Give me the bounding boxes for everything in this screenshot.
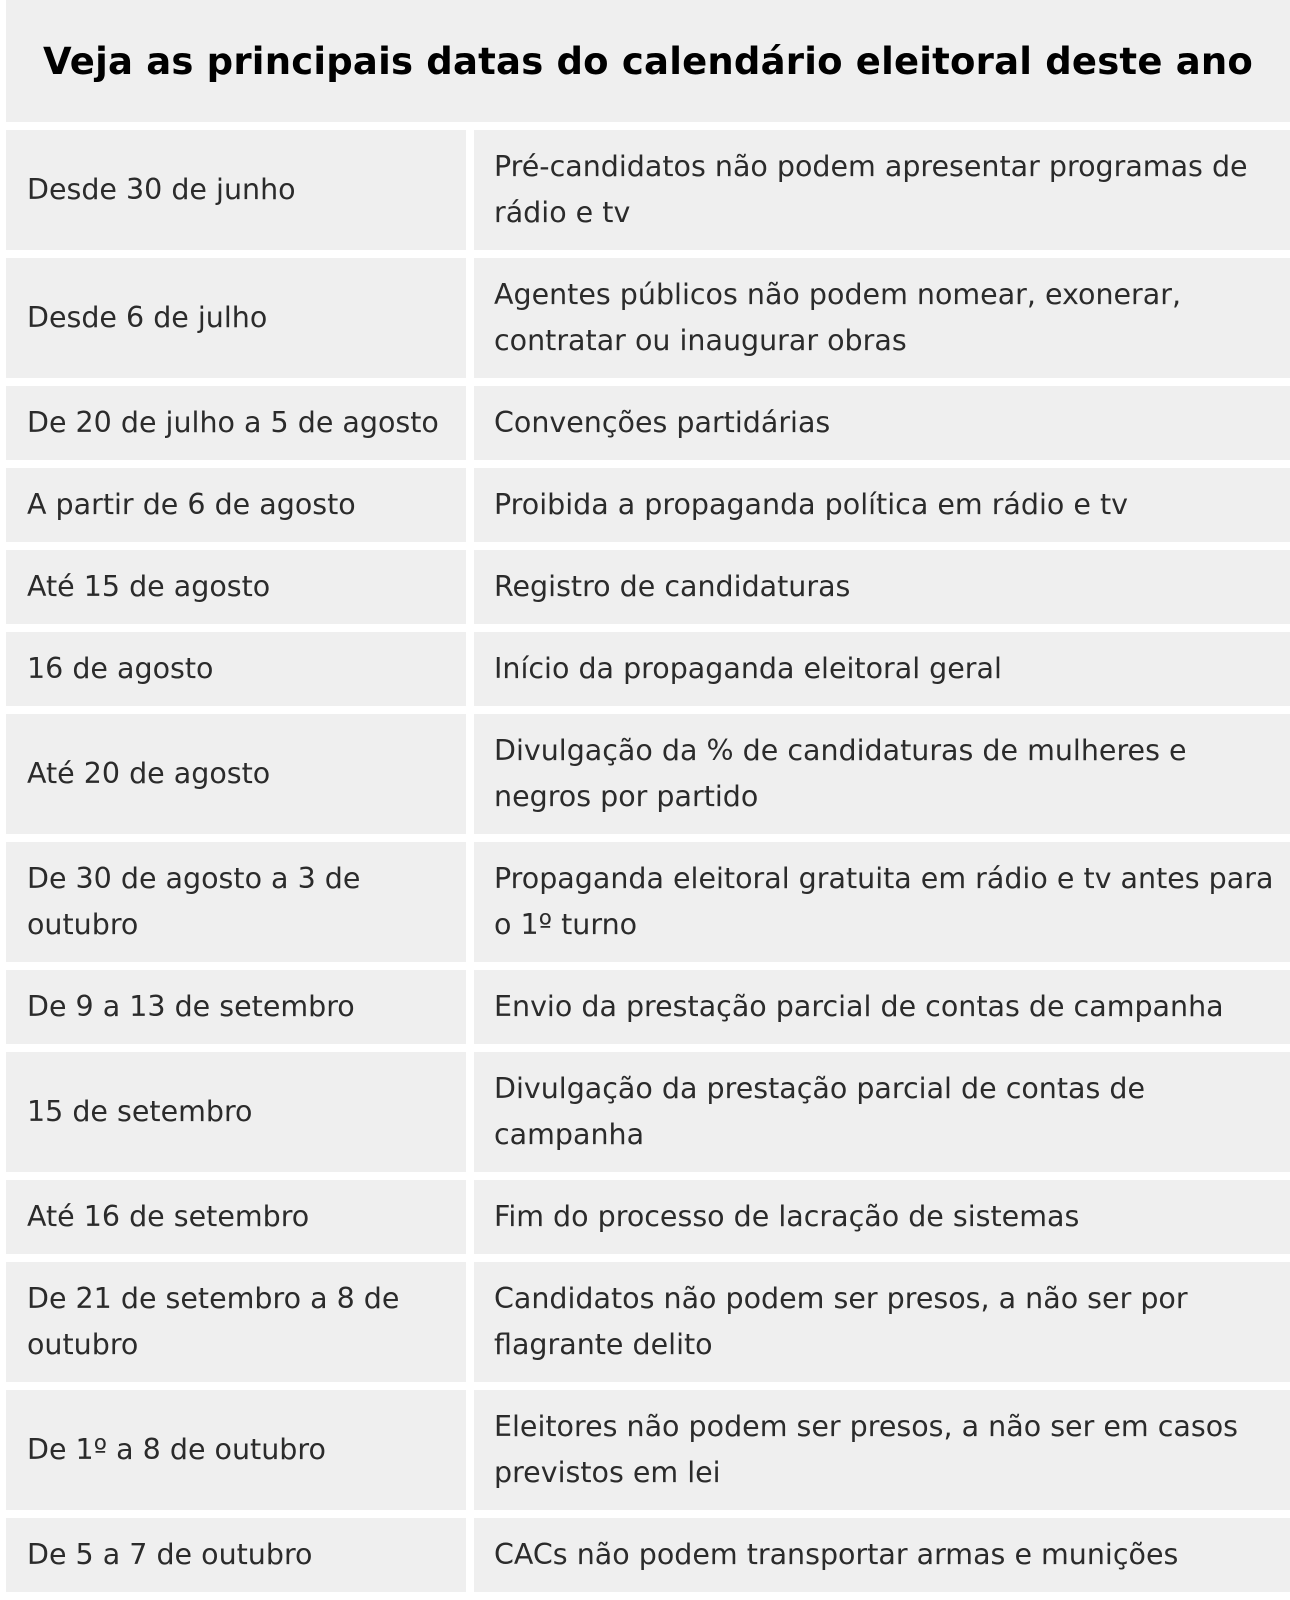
table-row [6, 1262, 1290, 1382]
date-cell: Desde 6 de julho [6, 258, 474, 378]
date-cell: Até 20 de agosto [6, 714, 474, 834]
table-row [6, 130, 1290, 250]
date-cell: De 20 de julho a 5 de agosto [6, 386, 474, 460]
table-row [6, 842, 1290, 962]
table-row [6, 1180, 1290, 1254]
date-cell: Desde 30 de junho [6, 130, 474, 250]
date-cell: Até 15 de agosto [6, 550, 474, 624]
event-cell: Propaganda eleitoral gratuita em rádio e tv antes para o 1º turno [474, 842, 1290, 962]
date-cell: A partir de 6 de agosto [6, 468, 474, 542]
calendar-table-body [6, 130, 1290, 1592]
event-cell: Registro de candidaturas [474, 550, 1290, 624]
table-row [6, 970, 1290, 1044]
table-row [6, 1518, 1290, 1592]
event-cell: Divulgação da % de candidaturas de mulheres e negros por partido [474, 714, 1290, 834]
event-cell: Agentes públicos não podem nomear, exonerar, contratar ou inaugurar obras [474, 258, 1290, 378]
event-cell: Fim do processo de lacração de sistemas [474, 1180, 1290, 1254]
event-cell: Proibida a propaganda política em rádio e tv [474, 468, 1290, 542]
table-row [6, 714, 1290, 834]
table-row [6, 1052, 1290, 1172]
event-cell: CACs não podem transportar armas e munições [474, 1518, 1290, 1592]
event-cell: Divulgação da prestação parcial de contas de campanha [474, 1052, 1290, 1172]
table-title: Veja as principais datas do calendário eleitoral deste ano [6, 0, 1290, 122]
date-cell: 15 de setembro [6, 1052, 474, 1172]
date-cell: De 9 a 13 de setembro [6, 970, 474, 1044]
date-cell: De 5 a 7 de outubro [6, 1518, 474, 1592]
table-row [6, 468, 1290, 542]
date-cell: 16 de agosto [6, 632, 474, 706]
calendar-table [6, 122, 1290, 1600]
table-row [6, 1390, 1290, 1510]
event-cell: Candidatos não podem ser presos, a não ser por flagrante delito [474, 1262, 1290, 1382]
table-row [6, 386, 1290, 460]
table-row [6, 258, 1290, 378]
event-cell: Envio da prestação parcial de contas de campanha [474, 970, 1290, 1044]
event-cell: Eleitores não podem ser presos, a não ser em casos previstos em lei [474, 1390, 1290, 1510]
table-row [6, 550, 1290, 624]
date-cell: Até 16 de setembro [6, 1180, 474, 1254]
date-cell: De 1º a 8 de outubro [6, 1390, 474, 1510]
event-cell: Início da propaganda eleitoral geral [474, 632, 1290, 706]
event-cell: Pré-candidatos não podem apresentar programas de rádio e tv [474, 130, 1290, 250]
event-cell: Convenções partidárias [474, 386, 1290, 460]
date-cell: De 30 de agosto a 3 de outubro [6, 842, 474, 962]
date-cell: De 21 de setembro a 8 de outubro [6, 1262, 474, 1382]
calendar-table-container [6, 0, 1290, 1600]
table-row [6, 632, 1290, 706]
